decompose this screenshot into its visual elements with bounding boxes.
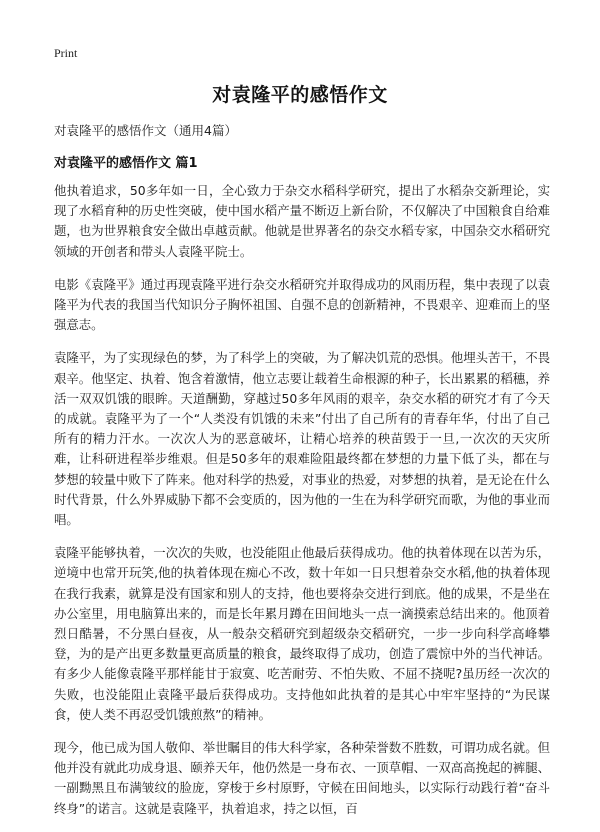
section-heading: 对袁隆平的感悟作文 篇1 [54,156,198,171]
paragraph-5: 现今，他已成为国人敬仰、举世瞩目的伟大科学家，各种荣誉数不胜数，可谓功成名就。但他并没有就此功成身退、颐养天年，他仍然是一身布衣、一顶草帽、一双高高挽起的裤腿、一副黝黑且布满皱纹的脸庞，穿梭于乡村原野，守候在田间地头，以实际行动践行着“奋斗终身”的诺言。这就是袁隆平，执着追求，持之以恒，百 [54,740,550,816]
page-title: 对袁隆平的感悟作文 [212,84,388,106]
paragraph-1: 他执着追求，50多年如一日，全心致力于杂交水稻科学研究，提出了水稻杂交新理论，实现了水稻育种的历史性突破，使中国水稻产量不断迈上新台阶，不仅解决了中国粮食自给难题，也为世界粮食安全做出卓越贡献。他就是世界著名的杂交水稻专家，中国杂交水稻研究领域的开创者和带头人袁隆平院士。 [54,183,550,259]
document-subtitle: 对袁隆平的感悟作文（通用4篇） [54,123,237,138]
paragraph-3: 袁隆平，为了实现绿色的梦，为了科学上的突破，为了解决饥荒的恐惧。他埋头苦干，不畏艰辛。他坚定、执着、饱含着激情，他立志要让载着生命根源的种子，长出累累的稻穗，养活一双双饥饿的眼眸。天道酬勤，穿越过50多年风雨的艰辛，杂交水稻的研究才有了今天的成就。袁隆平为了一个“人类没有饥饿的未来”付出了自己所有的青春年华，付出了自己所有的精力汗水。一次次人为的恶意破坏，让精心培养的秧苗毁于一旦,一次次的天灾所难，让科研进程举步维艰。但是50多年的艰难险阻最终都在梦想的力量下低了头，都在与梦想的较量中败下了阵来。他对科学的热爱，对事业的热爱，对梦想的执着，是无论在什么时代背景，什么外界威胁下都不会变质的，因为他的一生在为科学研究而歌，为他的事业而唱。 [54,350,550,528]
paragraph-4: 袁隆平能够执着，一次次的失败，也没能阻止他最后获得成功。他的执着体现在以苦为乐，逆境中也常开玩笑,他的执着体现在痴心不改，数十年如一日只想着杂交水稻,他的执着体现在我行我素，就算是没有国家和别人的支持，他也要将杂交进行到底。他的成果，不是坐在办公室里，用电脑算出来的，而是长年累月蹲在田间地头一点一滴摸索总结出来的。他顶着烈日酷暑，不分黑白昼夜，从一般杂交稻研究到超级杂交稻研究，一步一步向科学高峰攀登，为的是产出更多数量更高质量的粮食，最终取得了成功，创造了震惊中外的当代神话。有多少人能像袁隆平那样能甘于寂寞、吃苦耐劳、不怕失败、不屈不挠呢?虽历经一次次的失败，也没能阻止袁隆平最后获得成功。支持他如此执着的是其心中牢牢坚持的“为民谋食，使人类不再忍受饥饿煎熬”的精神。 [54,545,550,722]
print-link[interactable]: Print [54,46,78,60]
article-body [54,181,550,832]
paragraph-2: 电影《袁隆平》通过再现袁隆平进行杂交水稻研究并取得成功的风雨历程，集中表现了以袁隆平为代表的我国当代知识分子胸怀祖国、自强不息的创新精神，不畏艰辛、迎难而上的坚强意志。 [54,276,550,333]
